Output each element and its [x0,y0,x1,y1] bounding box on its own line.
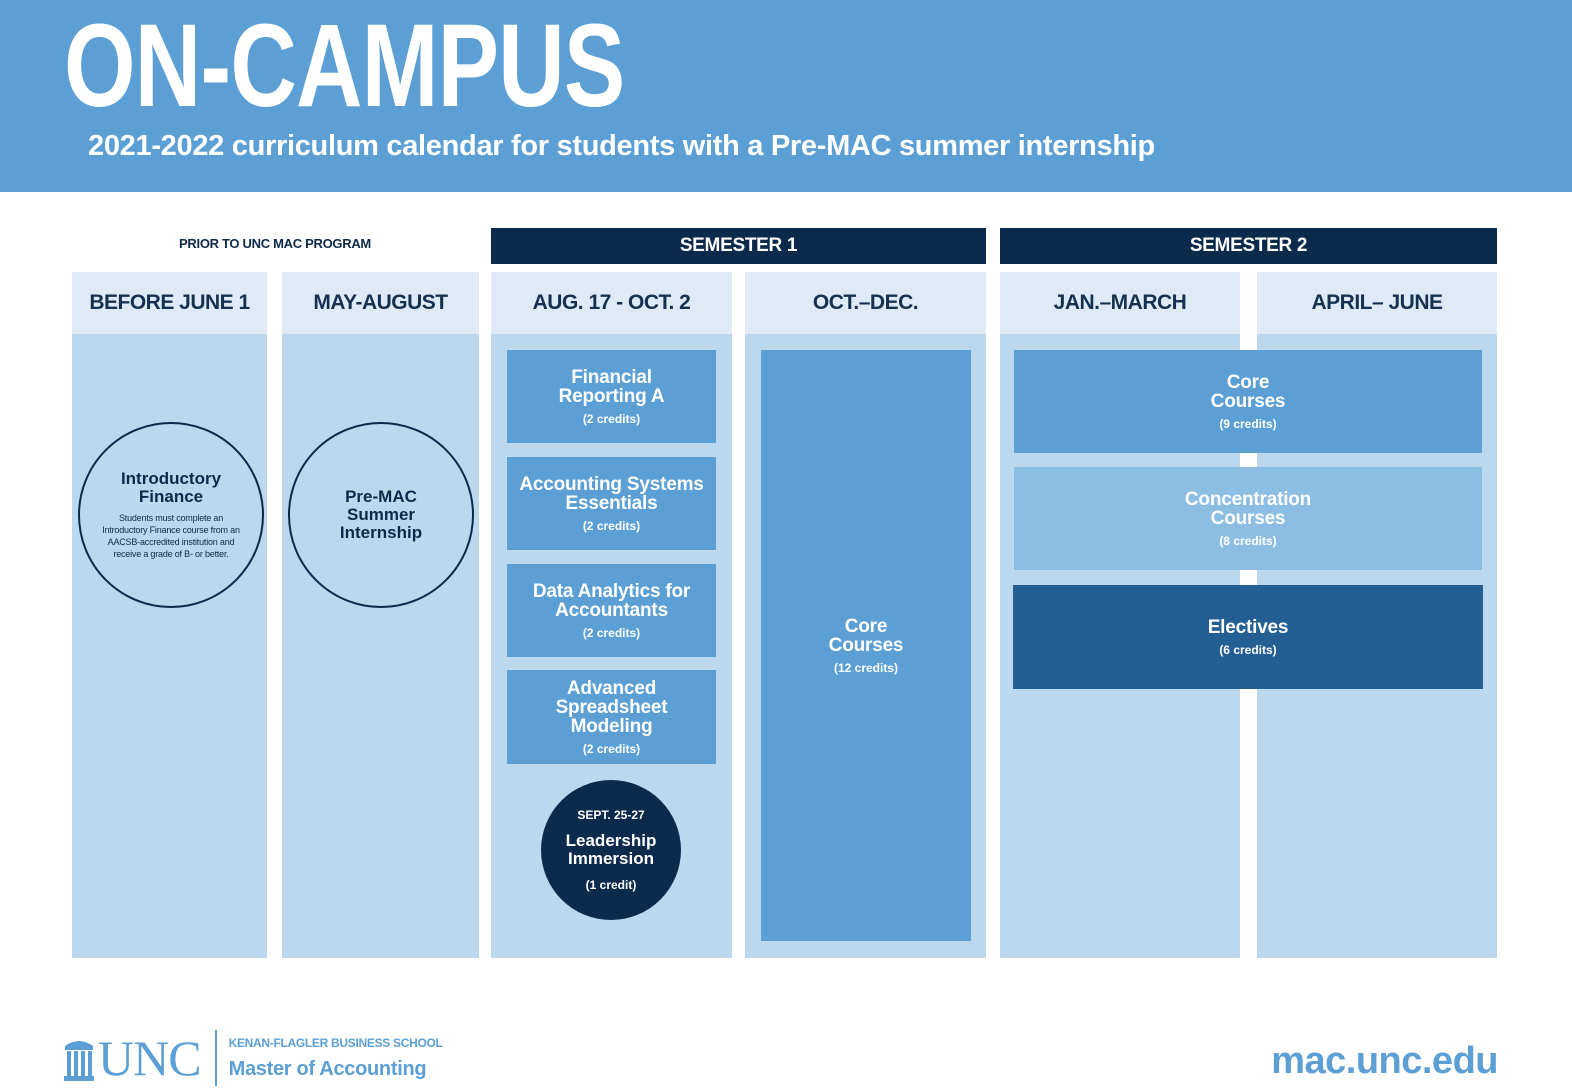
course-box-data-analytics [507,564,716,657]
event-credits: (1 credit) [585,878,637,892]
school-name: KENAN-FLAGLER BUSINESS SCHOOL [228,1035,443,1050]
column-header: AUG. 17 - OCT. 2 [491,272,732,334]
course-box-electives [1013,585,1483,689]
pre-mac-internship-circle [288,422,474,608]
event-title: Leadership Immersion [565,831,657,868]
course-title: Concentration Courses [1184,488,1312,529]
column-header: BEFORE JUNE 1 [72,272,267,334]
program-name: Master of Accounting [228,1057,427,1080]
circle-title: Pre-MAC Summer Internship [339,487,423,542]
course-box-core-fall [761,350,971,941]
course-box-advanced-spreadsheet [507,670,716,764]
course-box-concentration [1014,467,1482,570]
column-header: JAN.–MARCH [1000,272,1240,334]
unc-logo [62,1030,443,1086]
column-header: MAY-AUGUST [282,272,479,334]
course-box-accounting-systems [507,457,716,550]
course-credits: (2 credits) [582,741,641,756]
course-credits: (6 credits) [1219,642,1277,657]
course-title: Advanced Spreadsheet Modeling [555,677,668,737]
website-link[interactable]: mac.unc.edu [1271,1040,1498,1082]
column-header: APRIL– JUNE [1257,272,1497,334]
old-well-icon [62,1034,96,1082]
unc-wordmark: UNC [98,1030,201,1086]
course-credits: (2 credits) [582,518,641,533]
course-title: Electives [1207,616,1289,638]
header-banner [0,0,1572,192]
course-credits: (2 credits) [582,411,641,426]
course-credits: (8 credits) [1219,533,1277,548]
column-before-june [72,272,267,958]
course-title: Accounting Systems Essentials [519,473,704,514]
box-connector [1240,570,1257,586]
course-credits: (9 credits) [1219,416,1277,431]
column-may-august [282,272,479,958]
circle-title: Introductory Finance [120,469,222,506]
box-connector [1240,452,1257,468]
footer-divider [215,1030,217,1086]
course-title: Financial Reporting A [558,366,665,407]
semester-1-bar: SEMESTER 1 [491,228,986,264]
program-block [229,1036,443,1081]
course-title: Core Courses [1210,371,1286,412]
group-label-prior: PRIOR TO UNC MAC PROGRAM [179,236,371,251]
course-title: Core Courses [828,615,904,656]
course-credits: (12 credits) [833,660,899,675]
course-box-financial-reporting [507,350,716,443]
event-date: SEPT. 25-27 [577,808,645,822]
course-box-core-spring [1014,350,1482,453]
course-credits: (2 credits) [582,625,641,640]
leadership-immersion-circle [541,780,681,920]
semester-2-bar: SEMESTER 2 [1000,228,1497,264]
introductory-finance-circle [78,422,264,608]
column-header: OCT.–DEC. [745,272,986,334]
circle-description: Students must complete an Introductory Finance course from an AACSB-accredited institution and receive a grade of B- or better. [102,513,240,559]
page-subtitle: 2021-2022 curriculum calendar for students with a Pre-MAC summer internship [88,130,1155,162]
course-title: Data Analytics for Accountants [532,580,691,621]
page-title: ON-CAMPUS [64,0,625,132]
